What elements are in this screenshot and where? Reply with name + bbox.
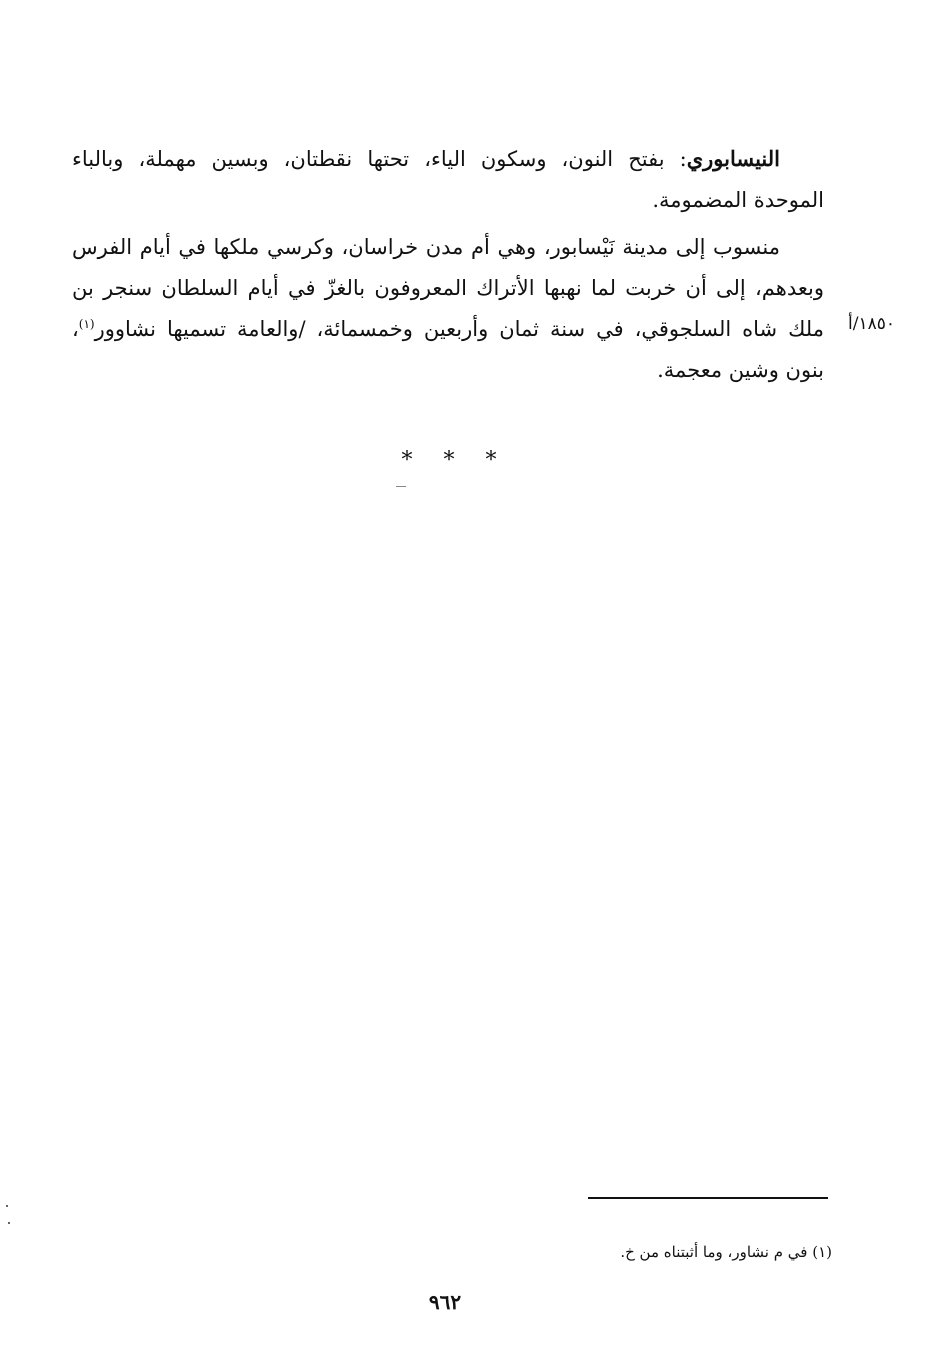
page-number: ٩٦٢ bbox=[428, 1290, 462, 1314]
entry-paragraph bbox=[72, 138, 824, 221]
manuscript-folio-note: ١٨٥٠/أ bbox=[848, 314, 895, 334]
footnote-text: (١) في م نشاور، وما أثبتناه من خ. bbox=[620, 1243, 832, 1261]
section-separator: * * * bbox=[401, 448, 509, 473]
paragraph-main-text: منسوب إلى مدينة نَيْسابور، وهي أم مدن خراسان، وكرسي ملكها في أيام الفرس وبعدهم، إلى أن خربت لما نهبها الأتراك المعروفون بالغزّ في أيام السلطان سنجر بن ملك شاه السلجوقي، في سنة ثمان وأربعين وخمسمائة، /والعامة تسميها نشاوور bbox=[72, 235, 824, 341]
footnote-divider bbox=[588, 1197, 828, 1199]
scan-speck bbox=[6, 1205, 8, 1207]
body-paragraph bbox=[72, 227, 824, 391]
paragraph-tail-text: ، بنون وشين معجمة. bbox=[72, 317, 824, 382]
separator-mark bbox=[396, 486, 406, 487]
main-text-block bbox=[72, 138, 824, 391]
footnote-reference[interactable]: (١) bbox=[78, 317, 95, 331]
entry-definition: : بفتح النون، وسكون الياء، تحتها نقطتان، وبسين مهملة، وبالباء الموحدة المضمومة. bbox=[72, 147, 824, 212]
scan-speck bbox=[8, 1222, 10, 1224]
entry-term: النيسابوري bbox=[686, 146, 780, 171]
